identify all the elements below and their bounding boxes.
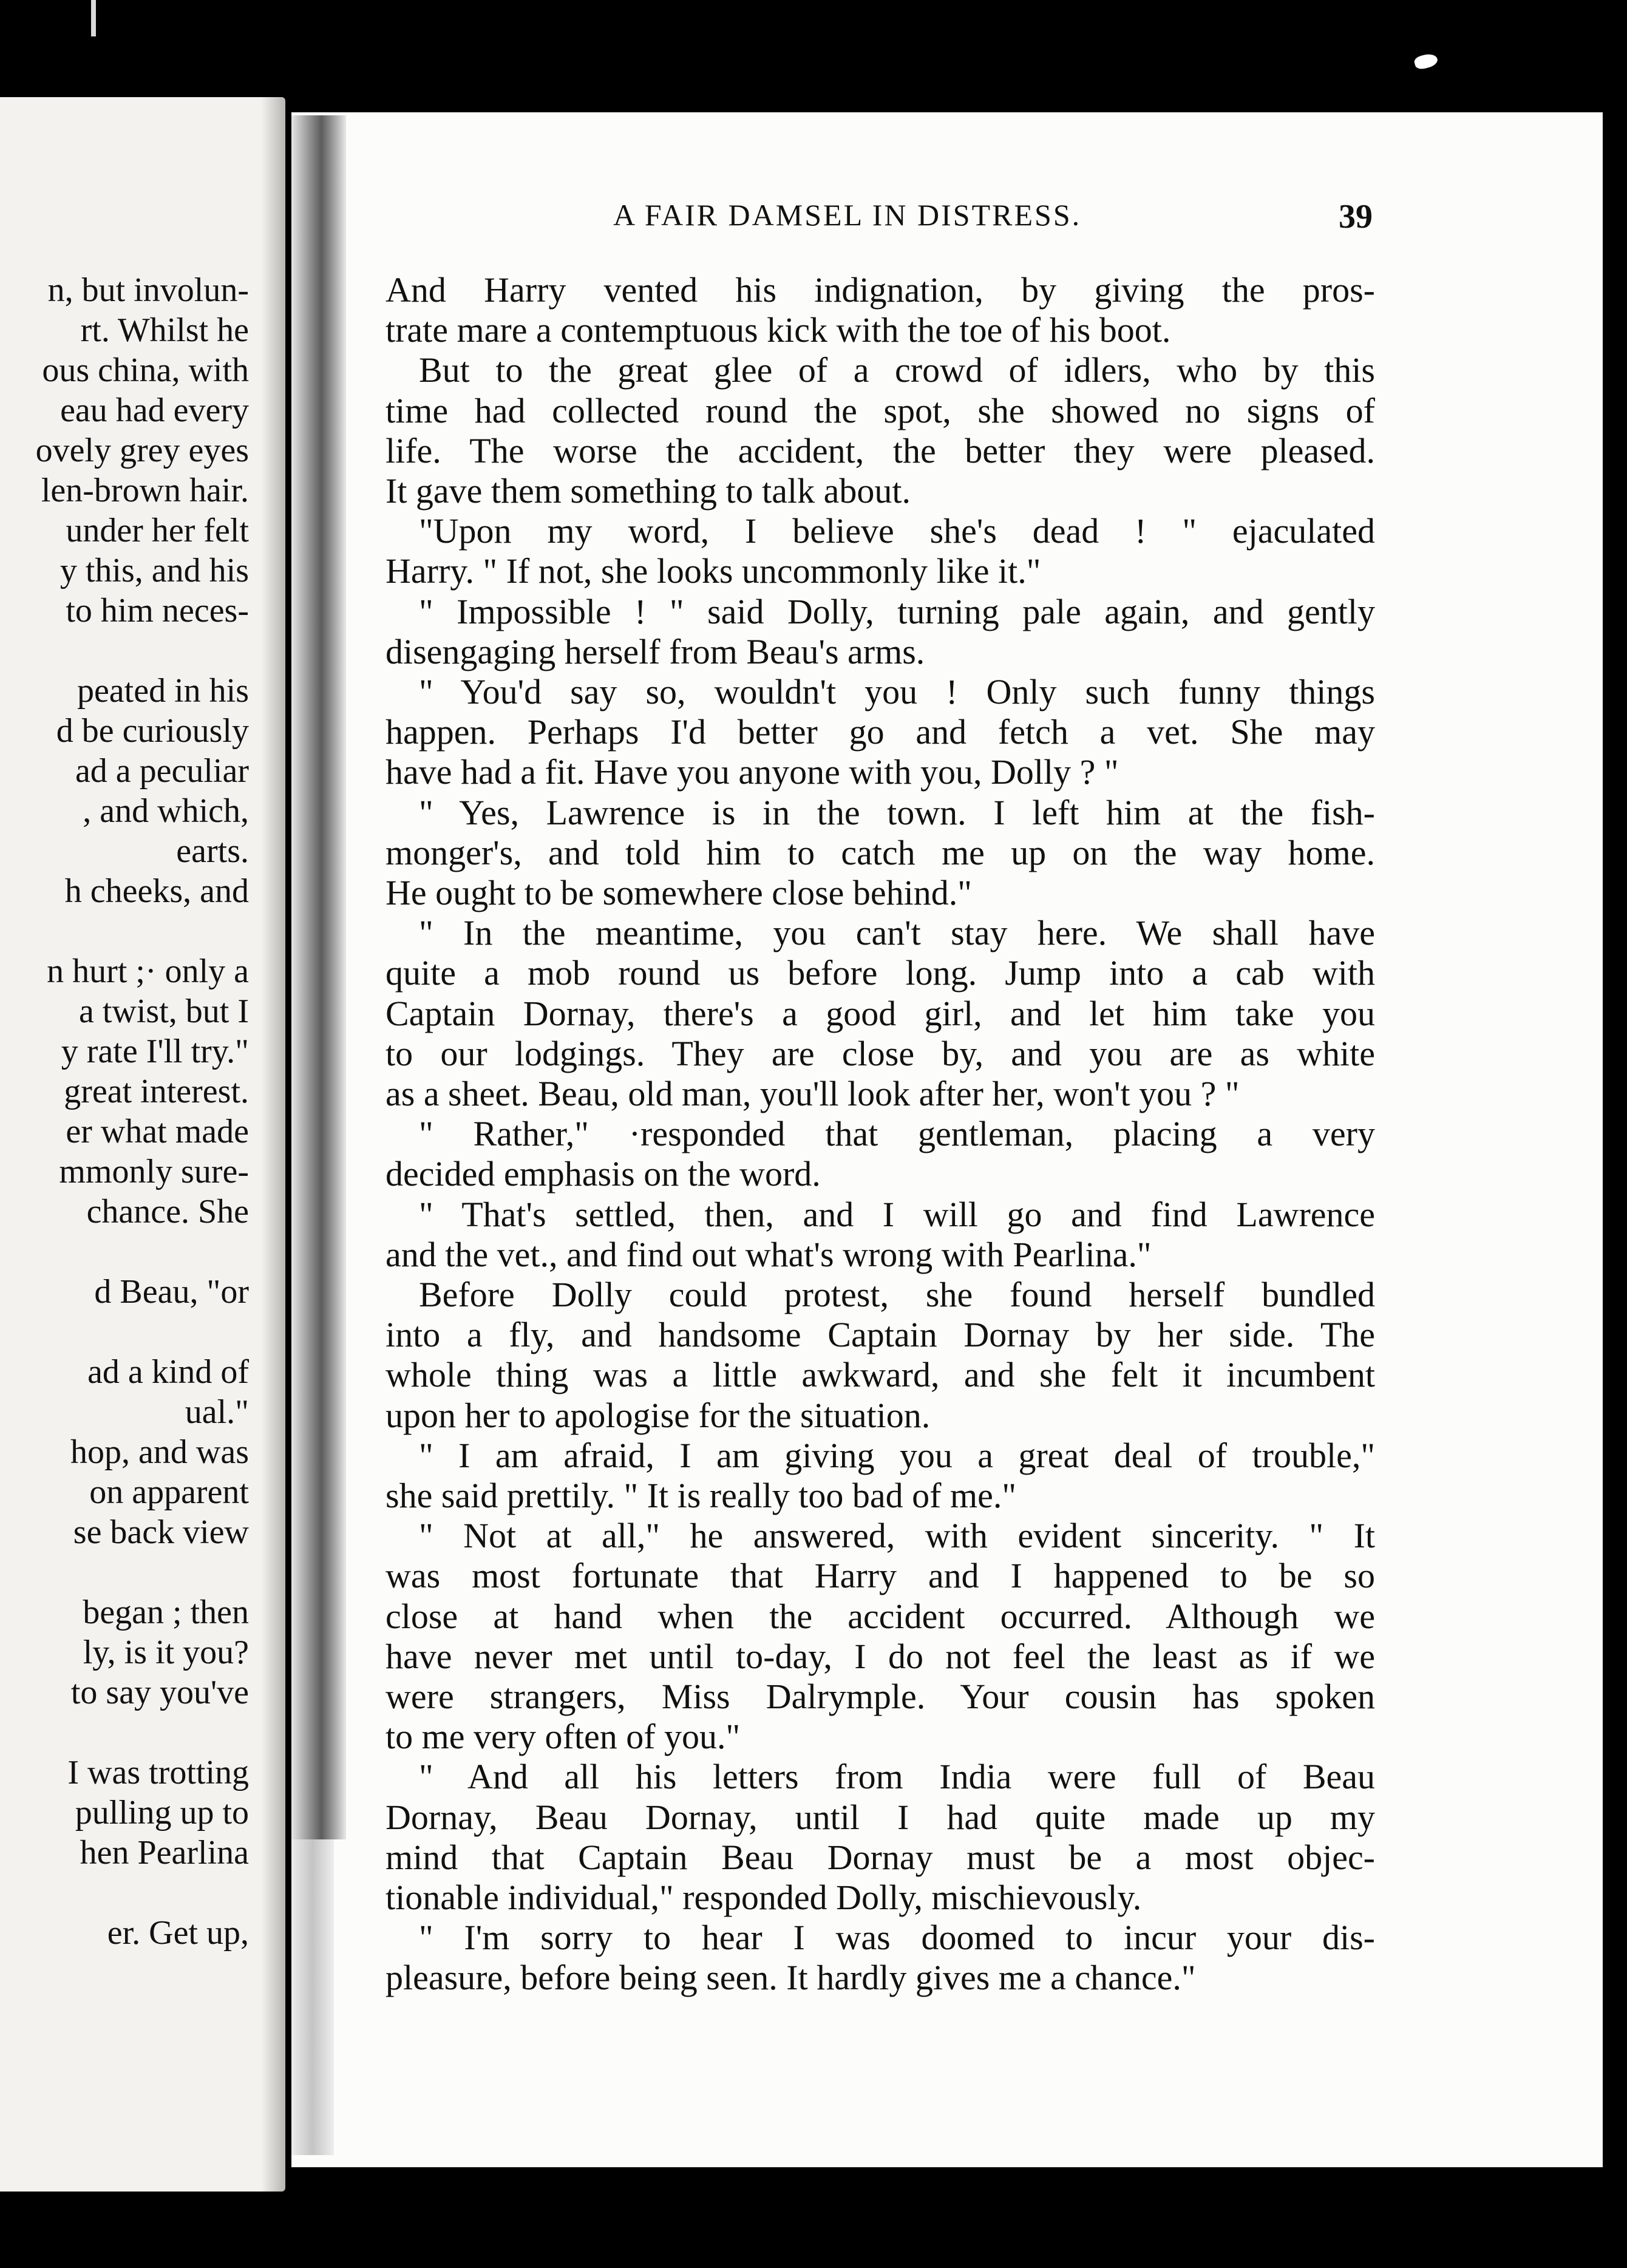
text-line: she said prettily. " It is really too bad of me." [386,1476,1017,1515]
left-text-line: hen Pearlina [80,1834,249,1872]
text-line: " That's settled, then, and I will go and find Lawrence [419,1194,1375,1234]
text-line: trate mare a contemptuous kick with the toe of his boot. [386,310,1171,350]
left-text-line: hop, and was [70,1433,249,1471]
text-line: happen. Perhaps I'd better go and fetch a vet. She may [386,712,1375,752]
book-spine-lower [291,1839,334,2155]
left-text-line: rt. Whilst he [80,311,249,349]
text-line: have never met until to-day, I do not feel the least as if we [386,1636,1375,1676]
left-text-line: len-brown hair. [41,472,249,509]
text-line: pleasure, before being seen. It hardly gives me a chance." [386,1958,1196,1998]
text-line: upon her to apologise for the situation. [386,1395,931,1435]
left-text-line: ly, is it you? [83,1634,249,1671]
left-text-line: on apparent [89,1473,249,1511]
scan-speck [1413,52,1439,70]
left-text-line: y rate I'll try." [61,1033,249,1070]
left-text-line: er what made [66,1113,249,1150]
text-line: " You'd say so, wouldn't you ! Only such funny things [419,672,1375,711]
left-text-line: great interest. [64,1073,249,1110]
left-text-line: peated in his [76,672,249,710]
left-text-line: h cheeks, and [64,872,249,910]
left-text-line: ad a kind of [87,1353,249,1391]
text-line: " Yes, Lawrence is in the town. I left him at the fish- [419,792,1375,832]
text-line: He ought to be somewhere close behind." [386,873,972,912]
text-line: into a fly, and handsome Captain Dornay by her side. The [386,1315,1375,1355]
text-line: It gave them something to talk about. [386,471,911,511]
left-text-line: , and which, [83,792,249,830]
text-line: mind that Captain Beau Dornay must be a most objec- [386,1837,1375,1877]
text-line: close at hand when the accident occurred. Although we [386,1596,1375,1636]
text-line: " And all his letters from India were full of Beau [419,1757,1375,1797]
left-text-line: er. Get up, [107,1914,249,1952]
text-line: and the vet., and find out what's wrong with Pearlina." [386,1234,1152,1274]
text-line: " Rather," ·responded that gentleman, placing a very [419,1114,1375,1154]
left-text-line: n hurt ;· only a [47,952,249,990]
left-text-line: se back view [73,1513,249,1551]
left-text-line: d Beau, "or [94,1273,249,1311]
left-text-line: to him neces- [66,592,249,630]
left-text-line: ovely grey eyes [35,432,249,469]
text-line: Dornay, Beau Dornay, until I had quite made up my [386,1797,1375,1837]
left-text-line: a twist, but I [79,993,249,1030]
left-text-line: ad a peculiar [75,752,249,790]
text-line: quite a mob round us before long. Jump into a cab with [386,953,1375,993]
text-line: as a sheet. Beau, old man, you'll look after her, won't you ? " [386,1074,1240,1113]
left-text-line: mmonly sure- [59,1153,249,1190]
text-line: " Impossible ! " said Dolly, turning pale again, and gently [419,591,1375,631]
text-line: to our lodgings. They are close by, and you are as white [386,1033,1375,1073]
text-line: " Not at all," he answered, with evident sincerity. " It [419,1516,1375,1556]
left-text-line: I was trotting [67,1754,249,1791]
text-line: was most fortunate that Harry and I happened to be so [386,1556,1375,1596]
left-text-line: d be curiously [56,712,249,750]
left-text-line: to say you've [70,1674,249,1711]
text-line: time had collected round the spot, she showed no signs of [386,390,1375,430]
text-line: " I'm sorry to hear I was doomed to incur your dis- [419,1918,1375,1958]
text-line: " In the meantime, you can't stay here. We shall have [419,913,1375,953]
left-text-line: earts. [176,832,249,870]
left-text-line: eau had every [60,392,249,429]
page-edge-mark [91,0,96,36]
left-gutter-shadow [261,97,285,2192]
text-line: to me very often of you." [386,1717,741,1757]
left-text-line: chance. She [86,1193,249,1231]
text-line: whole thing was a little awkward, and she felt it incumbent [386,1355,1375,1395]
page-number: 39 [1339,198,1373,236]
left-text-line: n, but involun- [47,271,249,309]
text-line: Harry. " If not, she looks uncommonly like it." [386,551,1041,591]
left-text-line: began ; then [83,1594,249,1631]
left-text-line: ous china, with [42,351,249,389]
left-page [0,97,285,2192]
text-line: have had a fit. Have you anyone with you, Dolly ? " [386,752,1119,792]
text-line: " I am afraid, I am giving you a great deal of trouble," [419,1435,1375,1475]
text-line: Before Dolly could protest, she found herself bundled [419,1275,1375,1314]
book-spine-shadow [291,115,346,1839]
left-text-line: under her felt [66,512,249,549]
text-line: life. The worse the accident, the better they were pleased. [386,430,1375,470]
text-line: were strangers, Miss Dalrymple. Your cousin has spoken [386,1677,1375,1716]
text-line: "Upon my word, I believe she's dead ! " ejaculated [419,511,1375,551]
running-head: A FAIR DAMSEL IN DISTRESS. [613,198,1082,232]
text-line: But to the great glee of a crowd of idlers, who by this [419,350,1375,390]
text-line: And Harry vented his indignation, by giving the pros- [386,270,1375,310]
text-line: tionable individual," responded Dolly, mischievously. [386,1878,1142,1917]
left-text-line: y this, and his [59,552,249,589]
left-text-line: pulling up to [75,1794,249,1832]
text-line: disengaging herself from Beau's arms. [386,631,925,671]
text-line: Captain Dornay, there's a good girl, and let him take you [386,993,1375,1033]
left-text-line: ual." [185,1393,249,1431]
text-line: decided emphasis on the word. [386,1154,821,1194]
text-line: monger's, and told him to catch me up on the way home. [386,832,1375,872]
